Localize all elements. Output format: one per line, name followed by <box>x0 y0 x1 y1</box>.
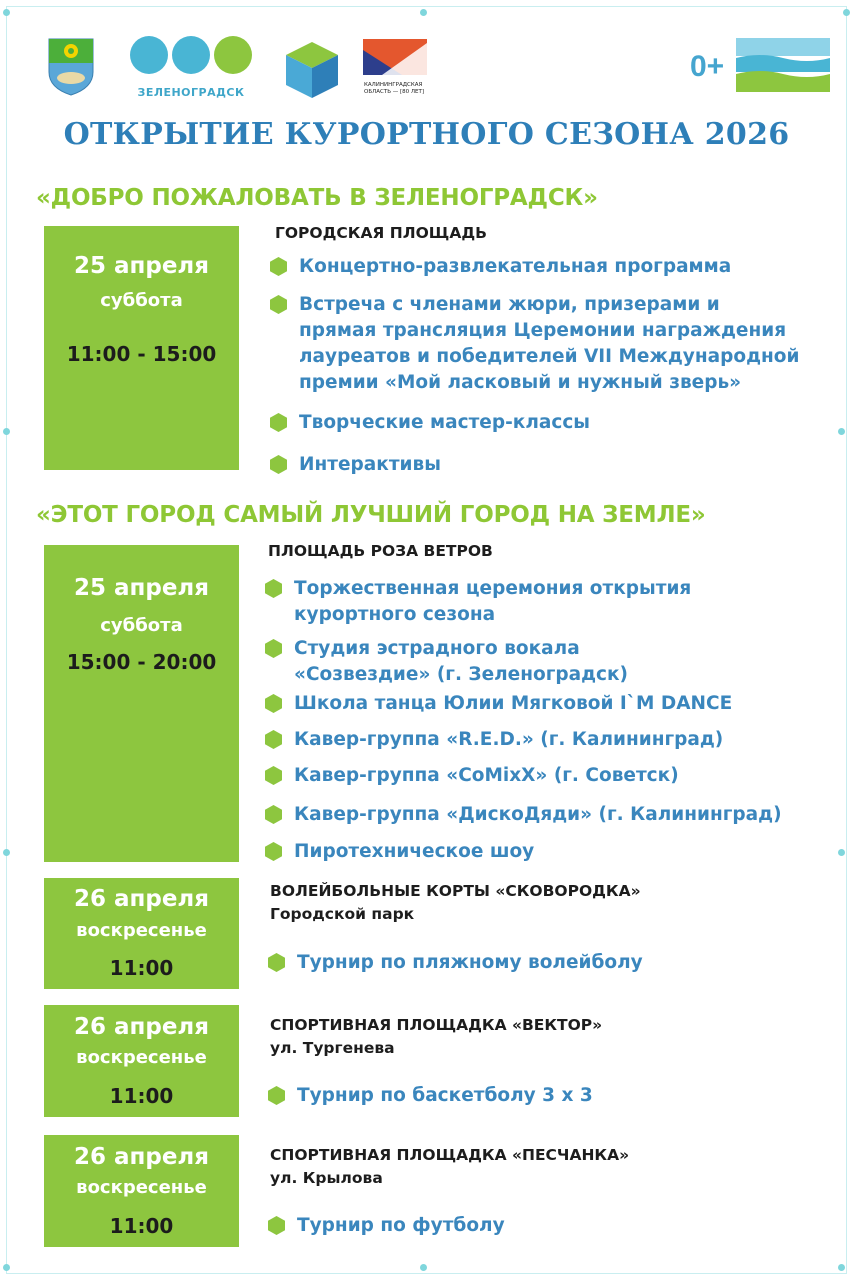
hexagon-bullet-icon <box>270 257 287 276</box>
program-item: Студия эстрадного вокала «Созвездие» (г. Зеленоградск) <box>265 636 628 688</box>
hexagon-bullet-icon <box>265 579 282 598</box>
hexagon-bullet-icon <box>268 1086 285 1105</box>
date: 26 апреля <box>73 1014 210 1040</box>
weekday: воскресенье <box>76 1177 207 1198</box>
time: 15:00 - 20:00 <box>66 650 217 674</box>
hexagon-bullet-icon <box>265 694 282 713</box>
hexagon-bullet-icon <box>265 805 282 824</box>
hexagon-bullet-icon <box>270 413 287 432</box>
program-item: Турнир по баскетболу 3 х 3 <box>268 1083 593 1109</box>
program-item: Школа танца Юлии Мягковой I`M DANCE <box>265 691 732 717</box>
time: 11:00 <box>109 1214 174 1238</box>
program-item: Творческие мастер-классы <box>270 410 590 436</box>
date: 26 апреля <box>73 1144 210 1170</box>
weekday: воскресенье <box>76 920 207 941</box>
date-box <box>44 878 239 989</box>
venue: ПЛОЩАДЬ РОЗА ВЕТРОВ <box>268 542 493 560</box>
hexagon-bullet-icon <box>265 639 282 658</box>
date-box <box>44 1135 239 1247</box>
program-item: Торжественная церемония открытия курортного сезона <box>265 576 691 628</box>
date: 25 апреля <box>73 575 210 601</box>
program-item: Турнир по пляжному волейболу <box>268 950 643 976</box>
weekday: воскресенье <box>76 1047 207 1068</box>
program-item: Кавер-группа «ДискоДяди» (г. Калининград) <box>265 802 782 828</box>
hexagon-bullet-icon <box>265 842 282 861</box>
venue: ВОЛЕЙБОЛЬНЫЕ КОРТЫ «СКОВОРОДКА» <box>270 882 641 900</box>
frame-dot <box>838 1264 845 1271</box>
city-coat-of-arms-logo <box>48 38 94 96</box>
program-item: Кавер-группа «CoMixX» (г. Советск) <box>265 763 679 789</box>
time: 11:00 <box>109 956 174 980</box>
program-item: Встреча с членами жюри, призерами и прямая трансляция Церемонии награждения лауреатов и победителей VII Международной премии «Мой ласковый и нужный зверь» <box>270 292 800 396</box>
program-item: Концертно-развлекательная программа <box>270 254 731 280</box>
section-title: «ЭТОТ ГОРОД САМЫЙ ЛУЧШИЙ ГОРОД НА ЗЕМЛЕ» <box>36 502 706 528</box>
hexagon-bullet-icon <box>270 455 287 474</box>
venue: СПОРТИВНАЯ ПЛОЩАДКА «ВЕКТОР» <box>270 1016 603 1034</box>
hexagon-bullet-icon <box>265 766 282 785</box>
venue-location: ул. Тургенева <box>270 1039 395 1057</box>
venue-location: Городской парк <box>270 905 415 923</box>
hexagon-bullet-icon <box>265 730 282 749</box>
date: 25 апреля <box>73 253 210 279</box>
frame-dot <box>420 9 427 16</box>
date-box <box>44 545 239 862</box>
weekday: суббота <box>100 615 183 636</box>
section-title: «ДОБРО ПОЖАЛОВАТЬ В ЗЕЛЕНОГРАДСК» <box>36 185 598 211</box>
time: 11:00 <box>109 1084 174 1108</box>
weekday: суббота <box>100 290 183 311</box>
program-item: Интерактивы <box>270 452 441 478</box>
venue-location: ул. Крылова <box>270 1169 383 1187</box>
waves-logo <box>736 38 830 92</box>
frame-dot <box>3 1264 10 1271</box>
age-rating-badge: 0+ <box>690 50 725 83</box>
zelenogradsk-caption: ЗЕЛЕНОГРАДСК <box>137 86 245 99</box>
program-item: Пиротехническое шоу <box>265 839 534 865</box>
frame-dot <box>838 849 845 856</box>
venue: СПОРТИВНАЯ ПЛОЩАДКА «ПЕСЧАНКА» <box>270 1146 630 1164</box>
frame-dot <box>843 9 850 16</box>
region-caption: КАЛИНИНГРАДСКАЯ ОБЛАСТЬ — [80 ЛЕТ] <box>364 82 424 95</box>
frame-dot <box>838 428 845 435</box>
zelenogradsk-logo <box>128 36 254 102</box>
poster-title: ОТКРЫТИЕ КУРОРТНОГО СЕЗОНА 2026 <box>63 117 790 152</box>
program-item: Турнир по футболу <box>268 1213 505 1239</box>
frame-dot <box>3 428 10 435</box>
date-box <box>44 226 239 470</box>
date-box <box>44 1005 239 1117</box>
program-item: Кавер-группа «R.E.D.» (г. Калининград) <box>265 727 723 753</box>
hexagon-bullet-icon <box>270 295 287 314</box>
frame-dot <box>3 849 10 856</box>
date: 26 апреля <box>73 886 210 912</box>
frame-dot <box>3 9 10 16</box>
culture-cube-logo <box>284 40 340 100</box>
venue: ГОРОДСКАЯ ПЛОЩАДЬ <box>275 224 487 242</box>
hexagon-bullet-icon <box>268 953 285 972</box>
time: 11:00 - 15:00 <box>66 342 217 366</box>
kaliningrad-region-logo <box>362 38 432 100</box>
frame-dot <box>420 1264 427 1271</box>
hexagon-bullet-icon <box>268 1216 285 1235</box>
